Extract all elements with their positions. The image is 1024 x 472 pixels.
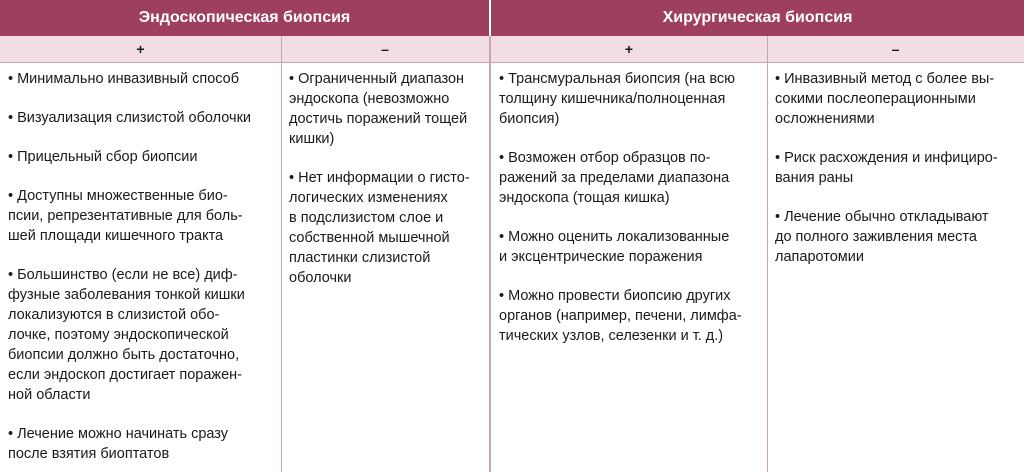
header-endoscopic-biopsy: Эндоскопическая биопсия [138,9,351,26]
list-item [499,227,759,267]
list-item-line: • Визуализация слизистой оболочки [8,110,252,126]
list-item-line: ной области [8,387,91,403]
list-item [8,186,273,246]
list-item-line: кишки) [289,131,335,147]
list-item [775,69,1016,129]
list-item-line: если эндоскоп достигает поражен- [8,367,242,383]
subheader-endo-minus: – [381,41,389,57]
list-item-line: и эксцентрические поражения [499,249,703,265]
list-item [8,108,273,128]
list-item-line: • Ограниченный диапазон [289,71,465,87]
list-item [289,69,481,149]
list-item [8,147,273,167]
list-item [499,69,759,129]
list-item-line: фузные заболевания тонкой кишки [8,287,245,303]
list-item [499,286,759,346]
column-surg-plus [491,63,767,472]
list-item-line: • Доступны множественные био- [8,188,228,204]
list-item-line: оболочки [289,270,352,286]
list-item [8,265,273,405]
list-item-line: сокими послеоперационными [775,91,976,107]
list-item-line: • Лечение обычно откладывают [775,209,989,225]
list-item-line: • Прицельный сбор биопсии [8,149,198,165]
list-item-line: эндоскопа (тощая кишка) [499,190,670,206]
list-item-line: лапаротомии [775,249,864,265]
list-item-line: органов (например, печени, лимфа- [499,308,742,324]
column-surg-minus [767,63,1024,472]
list-item-line: вания раны [775,170,854,186]
list-item [8,69,273,89]
list-item-line: пластинки слизистой [289,250,431,266]
list-item-line: после взятия биоптатов [8,446,170,462]
list-item [775,207,1016,267]
list-item-line: • Минимально инвазивный способ [8,71,240,87]
header-row [0,0,1024,36]
list-item-line: • Трансмуральная биопсия (на всю [499,71,735,87]
list-item-line: лочке, поэтому эндоскопической [8,327,229,343]
list-item-line: толщину кишечника/полноценная [499,91,726,107]
list-item-line: биопсия) [499,111,560,127]
list-item-line: • Инвазивный метод с более вы- [775,71,995,87]
list-item-line: • Возможен отбор образцов по- [499,150,711,166]
list-item-line: псии, репрезентативные для боль- [8,208,243,224]
list-item-line: • Можно оценить локализованные [499,229,730,245]
list-item [289,168,481,288]
column-endo-plus [0,63,281,472]
list-item [499,148,759,208]
list-item-line: в подслизистом слое и [289,210,444,226]
list-item [8,424,273,464]
subheader-row [0,36,1024,63]
list-item-line: логических изменениях [289,190,448,206]
subheader-surg-plus: + [624,41,634,57]
list-item-line: • Нет информации о гисто- [289,170,470,186]
list-item-line: • Можно провести биопсию других [499,288,731,304]
list-item-line: тических узлов, селезенки и т. д.) [499,328,724,344]
list-item-line: эндоскопа (невозможно [289,91,450,107]
list-item-line: локализуются в слизистой обо- [8,307,220,323]
subheader-surg-minus: – [891,41,900,57]
list-item-line: • Большинство (если не все) диф- [8,267,238,283]
list-item-line: ражений за пределами диапазона [499,170,730,186]
list-item-line: собственной мышечной [289,230,450,246]
list-item [775,148,1016,188]
subheader-endo-plus: + [136,41,145,57]
list-item-line: шей площади кишечного тракта [8,228,224,244]
header-surgical-biopsy: Хирургическая биопсия [662,9,853,26]
list-item-line: достичь поражений тощей [289,111,468,127]
list-item-line: • Лечение можно начинать сразу [8,426,229,442]
list-item-line: до полного заживления места [775,229,977,245]
list-item-line: биопсии должно быть достаточно, [8,347,240,363]
list-item-line: • Риск расхождения и инфициро- [775,150,998,166]
list-item-line: осложнениями [775,111,875,127]
column-endo-minus [281,63,489,472]
